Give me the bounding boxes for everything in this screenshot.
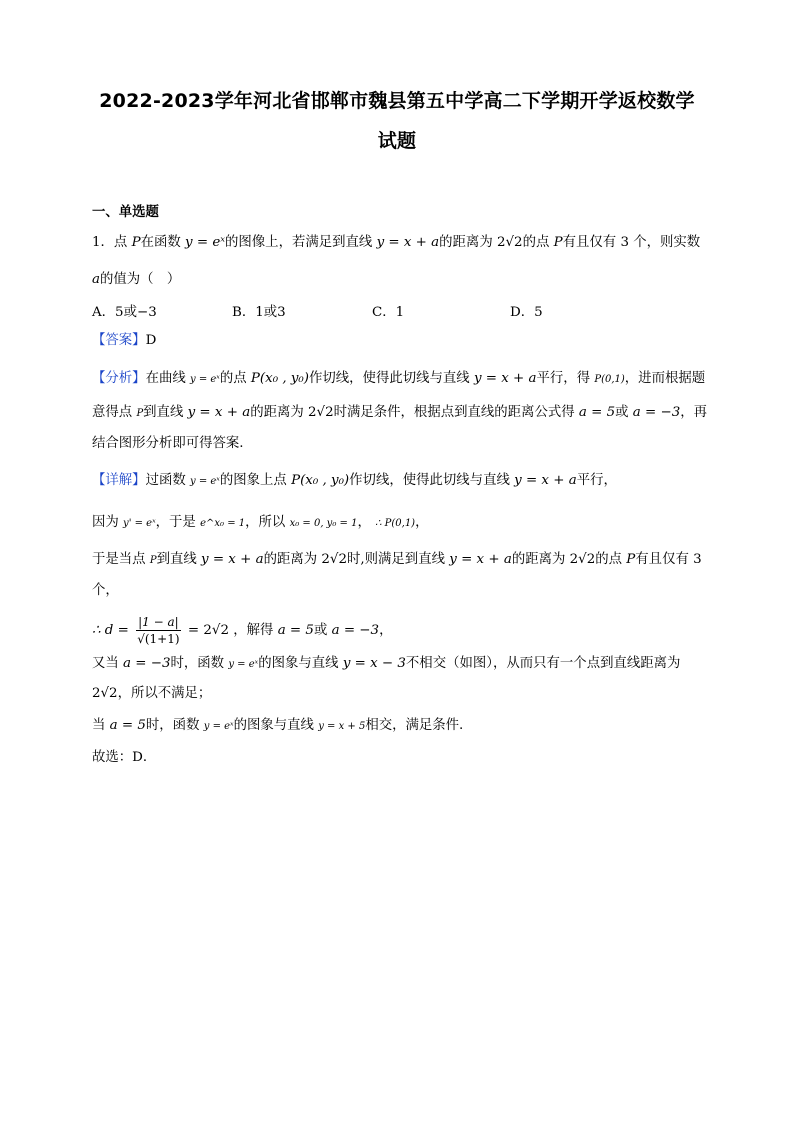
math-point-p: P <box>131 235 141 250</box>
detail-text: 的图象与直线 <box>233 718 314 733</box>
question-text: 的距离为 <box>439 235 493 250</box>
detail-text: 的图象上点 <box>219 473 287 488</box>
detail-line5 <box>92 614 392 648</box>
math-distance: 2√2 <box>569 552 596 567</box>
question-text: 的点 <box>522 235 550 250</box>
math-line-expr: y = x + a <box>201 552 264 567</box>
detail-text: 的距离为 <box>511 552 566 567</box>
option-d: D．5 <box>510 305 543 320</box>
detail-text: 平行， <box>576 473 617 488</box>
detail-text: 时，函数 <box>145 718 200 733</box>
analysis-text: ，进而根据题 <box>624 371 706 386</box>
math-point-p: P <box>553 235 563 250</box>
math-expr: a = 5 <box>578 405 616 420</box>
detail-text: 或 <box>313 623 328 638</box>
math-distance: 2√2 <box>321 552 347 567</box>
detail-line1 <box>92 471 617 492</box>
detail-text: 的距离为 <box>263 552 318 567</box>
math-distance-var: ∴ d = <box>92 623 129 638</box>
detail-text: 因为 <box>92 515 119 530</box>
math-expr: a = −3 <box>123 656 171 671</box>
distance-fraction <box>136 614 181 647</box>
analysis-text: 平行，得 <box>536 371 591 386</box>
math-line-expr: y = x + a <box>376 235 440 250</box>
math-equation: e^x₀ = 1 <box>200 518 246 529</box>
math-equals: = 2√2 <box>187 623 229 638</box>
math-line-expr: y = x − 3 <box>342 656 406 671</box>
math-line-expr: y = x + a <box>449 552 512 567</box>
analysis-text: 的点 <box>219 371 247 386</box>
question-number: 1． <box>92 235 114 250</box>
math-line-expr: y = x + a <box>514 473 577 488</box>
analysis-line3: 结合图形分析即可得答案. <box>92 436 244 451</box>
detail-text: 有且仅有 3 <box>635 552 702 567</box>
math-distance: 2√2 <box>308 405 334 420</box>
detail-text: 时,则满足到直线 <box>346 552 445 567</box>
math-therefore: ∴ P(0,1) <box>375 518 416 529</box>
question-stem-line2 <box>92 270 180 290</box>
math-function: y = eˣ <box>228 659 259 670</box>
math-point-p: P <box>136 408 144 419</box>
analysis-text: 时满足条件，根据点到直线的距离公式得 <box>333 405 575 420</box>
math-derivative: y' = eˣ <box>123 518 156 529</box>
math-line-expr: y = x + a <box>187 405 251 420</box>
math-point-p: P <box>626 552 636 567</box>
detail-text: ， <box>379 623 393 638</box>
math-point: P(0,1) <box>594 374 625 385</box>
answer-tag: 【答案】 <box>92 333 146 348</box>
question-text: 在函数 <box>140 235 181 250</box>
option-b: B．1或3 <box>232 305 286 320</box>
detail-text: 的点 <box>595 552 623 567</box>
math-values: x₀ = 0, y₀ = 1 <box>289 518 358 529</box>
question-text: 有且仅有 3 个，则实数 <box>562 235 701 250</box>
analysis-text: ，再 <box>680 405 708 420</box>
math-point: P(x₀ , y₀) <box>250 371 309 386</box>
question-text: 的图像上，若满足到直线 <box>225 235 373 250</box>
answer-line <box>92 331 156 351</box>
math-distance: 2√2 <box>496 235 523 250</box>
detail-line9: 故选：D． <box>92 750 157 765</box>
fraction-numerator: |1 − a| <box>138 615 179 629</box>
detail-text: 的图象与直线 <box>258 656 339 671</box>
option-a: A．5或−3 <box>92 305 157 320</box>
detail-text: 过函数 <box>145 473 186 488</box>
detail-text: 当 <box>92 718 106 733</box>
detail-text: 到直线 <box>156 552 197 567</box>
analysis-text: 到直线 <box>143 405 184 420</box>
section-heading: 一、单选题 <box>92 205 159 220</box>
detail-text: ， <box>357 515 371 530</box>
analysis-tag: 【分析】 <box>92 371 146 386</box>
analysis-line1 <box>92 369 705 390</box>
question-text: 点 <box>113 235 128 250</box>
option-c: C．1 <box>372 305 405 320</box>
detail-line3 <box>92 550 702 571</box>
analysis-text: 意得点 <box>92 405 133 420</box>
detail-line8 <box>92 716 463 737</box>
detail-text: 相交，满足条件. <box>365 718 464 733</box>
answer-value: D <box>145 333 157 348</box>
question-text: 的值为（ ） <box>99 272 181 287</box>
math-expr: a = 5 <box>109 718 146 733</box>
detail-tag: 【详解】 <box>92 473 146 488</box>
math-expr: a = −3 <box>331 623 380 638</box>
analysis-text: 作切线，使得此切线与直线 <box>309 371 470 386</box>
detail-text: 不相交（如图），从而只有一个点到直线距离为 <box>405 656 681 671</box>
detail-text: ， <box>415 515 429 530</box>
detail-line7 <box>92 684 211 704</box>
math-function: y = eˣ <box>203 721 234 732</box>
math-point-p: P <box>149 555 157 566</box>
detail-text: 时，函数 <box>170 656 225 671</box>
math-point: P(x₀ , y₀) <box>291 473 350 488</box>
detail-line2 <box>92 513 428 534</box>
math-expr: a = −3 <box>632 405 681 420</box>
analysis-text: 的距离为 <box>250 405 304 420</box>
analysis-text: 在曲线 <box>145 371 186 386</box>
math-function: y = eˣ <box>185 235 226 250</box>
math-var-a: a <box>92 272 100 287</box>
detail-text: ，于是 <box>155 515 196 530</box>
detail-text: 又当 <box>92 656 119 671</box>
document-title-line2: 试题 <box>377 130 417 152</box>
detail-text: ，所以 <box>245 515 286 530</box>
math-function: y = eˣ <box>190 374 220 385</box>
question-stem-line1 <box>92 233 700 253</box>
document-title-line1: 2022-2023学年河北省邯郸市魏县第五中学高二下学期开学返校数学 <box>99 90 695 112</box>
detail-text: ，解得 <box>233 623 274 638</box>
math-distance: 2√2 <box>92 686 118 701</box>
detail-line4: 个， <box>92 583 119 598</box>
detail-text: ，所以不满足； <box>117 686 212 701</box>
detail-text: 作切线，使得此切线与直线 <box>349 473 510 488</box>
detail-line6 <box>92 654 680 675</box>
fraction-denominator: √(1+1) <box>137 632 180 646</box>
math-line-expr: y = x + a <box>473 371 537 386</box>
math-line-expr: y = x + 5 <box>318 721 366 732</box>
analysis-text: 或 <box>615 405 629 420</box>
math-function: y = eˣ <box>190 476 220 487</box>
math-expr: a = 5 <box>277 623 314 638</box>
detail-text: 于是当点 <box>92 552 146 567</box>
analysis-line2 <box>92 403 707 424</box>
